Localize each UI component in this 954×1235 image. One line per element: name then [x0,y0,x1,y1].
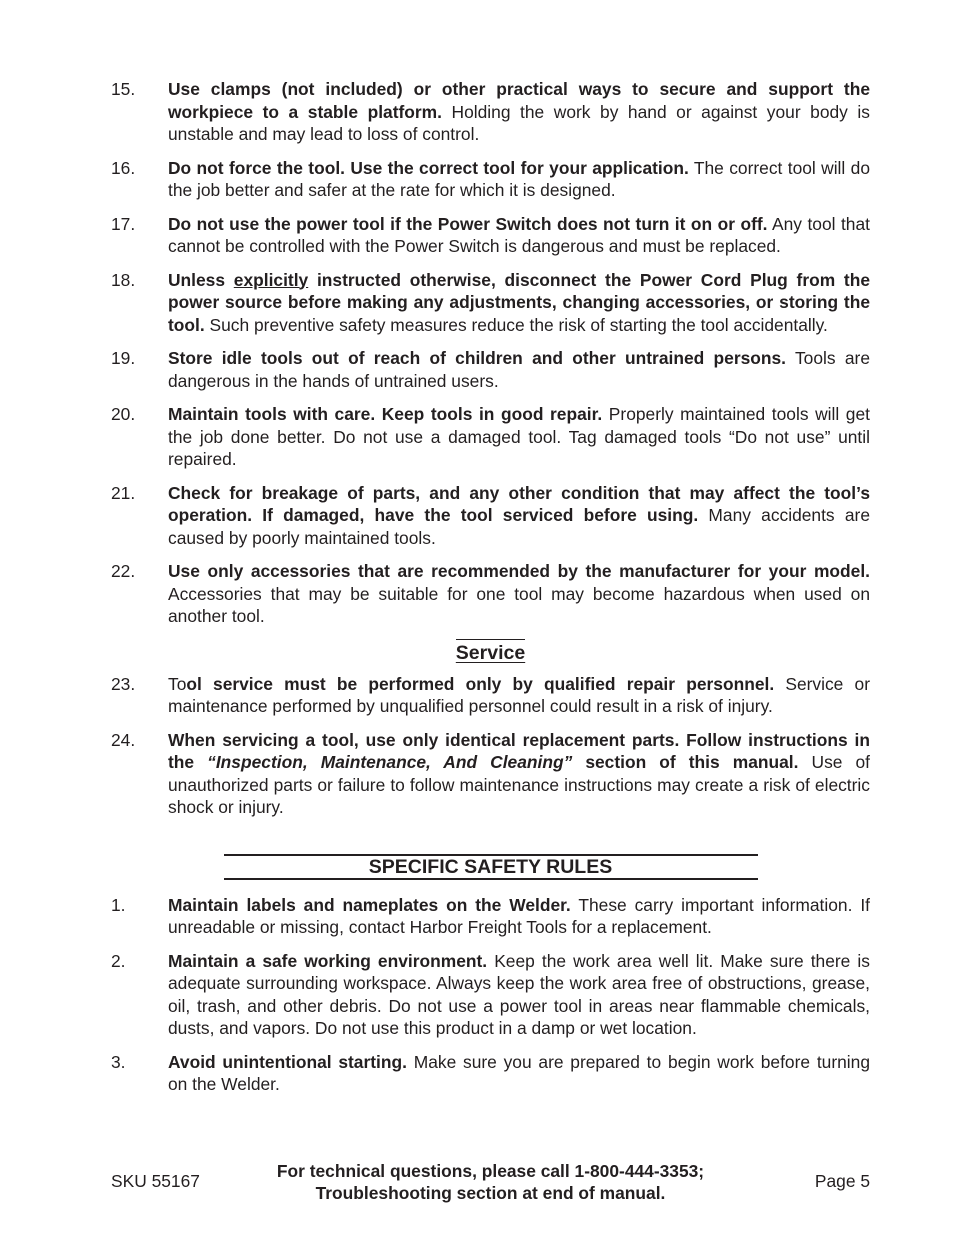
rule-body: Unless explicitly instructed otherwise, disconnect the Power Cord Plug from the power source before making any adjustments, changing accessories, or storing the tool. Such preventive safety measures reduce the risk of starting the tool accidentally. [168,269,870,335]
rule-body: Maintain labels and nameplates on the Welder. These carry important information. If unreadable or missing, contact Harbor Freight Tools for a replacement. [168,894,870,937]
rule-body: Maintain tools with care. Keep tools in good repair. Properly maintained tools will get the job done better. Do not use a damaged tool. Tag damaged tools “Do not use” until repaired. [168,404,870,469]
rule-20 [111,403,870,471]
section-reference: “Inspection, Maintenance, And Cleaning” [207,752,573,772]
rule-number: 19. [111,348,136,368]
rule-number: 3. [111,1051,126,1072]
sku-label: SKU 55167 [111,1171,200,1191]
page-number: Page 5 [814,1171,870,1191]
rule-body: When servicing a tool, use only identical replacement parts. Follow instructions in the “Inspection, Maintenance, And Cleaning” section of this manual. Use of unauthorized parts or failure to follow maintenance instructions may create a risk of electric shock or injury. [168,729,870,817]
support-phone-line: For technical questions, please call 1-800-444-3353; [276,1161,705,1181]
support-notice [111,1160,870,1204]
rule-number: 23. [111,673,136,694]
rule-17 [111,213,870,258]
rule-body: Maintain a safe working environment. Keep the work area well lit. Make sure there is adequate surrounding workspace. Always keep the work area free of obstructions, grease, oil, trash, and other debris. Do not use a power tool in areas near flammable chemicals, dusts, and vapors. Do not use this product in a damp or wet location. [168,950,870,1038]
rule-number: 17. [111,213,136,234]
rule-16 [111,157,870,202]
service-heading: Service [111,639,870,665]
rule-body: Do not use the power tool if the Power Switch does not turn it on or off. Any tool that cannot be controlled with the Power Switch is dangerous and must be replaced. [168,213,870,256]
rule-number: 18. [111,269,136,290]
rule-body: Tool service must be performed only by qualified repair personnel. Service or maintenance performed by unqualified personnel could result in a risk of injury. [168,673,870,716]
rule-18 [111,269,870,337]
rule-23 [111,673,870,718]
rule-number: 16. [111,157,136,178]
rule-body: Check for breakage of parts, and any other condition that may affect the tool’s operation. If damaged, have the tool serviced before using. Many accidents are caused by poorly maintained tools. [168,482,870,548]
rule-body: Store idle tools out of reach of children and other untrained persons. Tools are dangerous in the hands of untrained users. [168,348,870,391]
rule-body: Avoid unintentional starting. Make sure you are prepared to begin work before turning on the Welder. [168,1051,870,1094]
rule-number: 24. [111,729,136,750]
rule-24 [111,729,870,819]
rule-15 [111,78,870,146]
specific-rule-2 [111,950,870,1040]
rule-19 [111,347,870,392]
manual-page [111,78,870,1107]
rule-number: 15. [111,79,136,99]
rule-number: 20. [111,404,136,424]
rule-body: Do not force the tool. Use the correct tool for your application. The correct tool will do the job better and safer at the rate for which it is designed. [168,157,870,200]
troubleshooting-line: Troubleshooting section at end of manual. [315,1183,666,1203]
emphasis-underlined: explicitly [233,269,309,290]
rule-number: 1. [111,894,126,915]
rule-21 [111,482,870,550]
rule-body: Use clamps (not included) or other practical ways to secure and support the workpiece to a stable platform. Holding the work by hand or against your body is unstable and may lead to loss of control. [168,79,870,144]
rule-number: 22. [111,561,136,581]
specific-rule-3 [111,1051,870,1096]
rule-22 [111,560,870,628]
rule-body: Use only accessories that are recommended by the manufacturer for your model. Accessories that may be suitable for one tool may become hazardous when used on another tool. [168,561,870,626]
rule-number: 21. [111,482,136,503]
specific-rule-1 [111,894,870,939]
rule-number: 2. [111,950,126,971]
specific-safety-rules-heading: SPECIFIC SAFETY RULES [224,854,758,880]
